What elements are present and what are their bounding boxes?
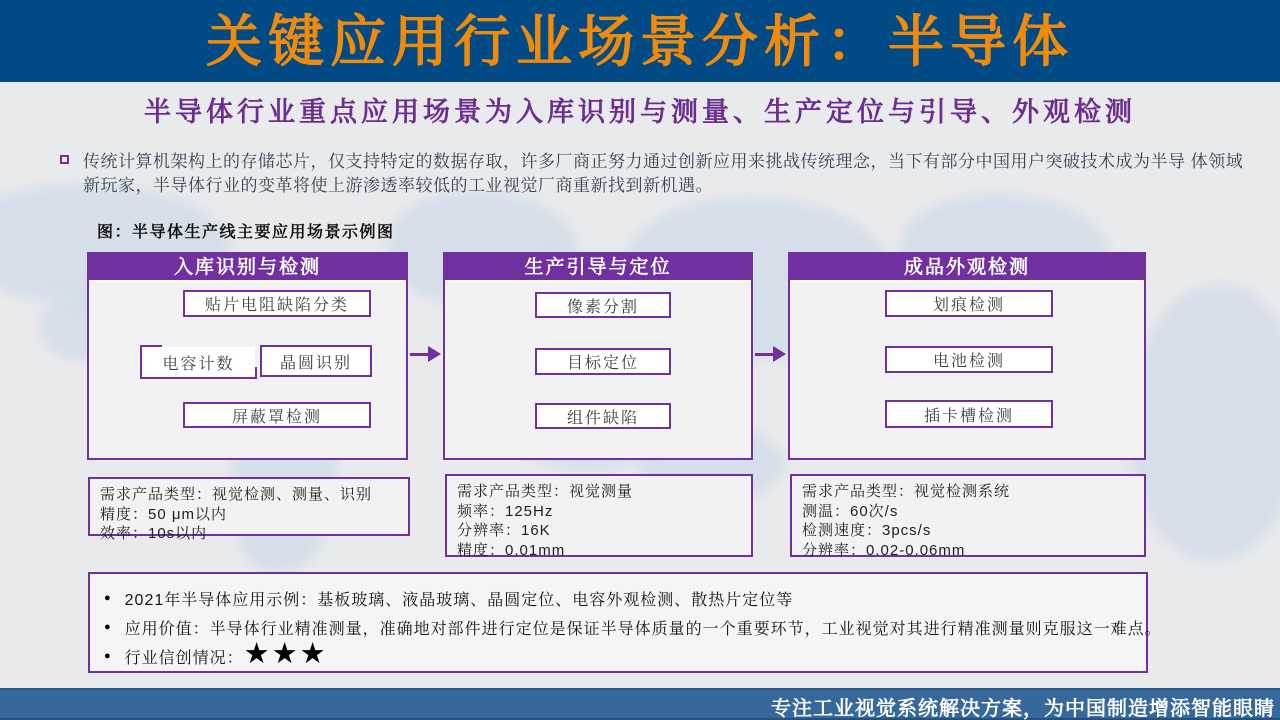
flow-arrow-icon [755,346,787,363]
scene-box-shield-inspection: 屏蔽罩检测 [183,402,371,428]
scene-box-target-positioning: 目标定位 [535,348,671,375]
requirement-line: 需求产品类型：视觉检测系统 [802,483,1011,500]
slide-subtitle: 半导体行业重点应用场景为入库识别与测量、生产定位与引导、外观检测 [144,97,1136,127]
rating-label: 行业信创情况： [124,649,244,667]
figure-caption: 图：半导体生产线主要应用场景示例图 [97,224,395,241]
stage-header-intake: 入库识别与检测 [89,254,406,282]
arrow-head [773,346,786,362]
requirement-line: 精度：50 μm以内 [100,505,227,523]
footer-slogan: 专注工业视觉系统解决方案，为中国制造增添智能眼睛 [771,698,1275,720]
stage-column-guidance [443,252,753,460]
requirement-line: 效率：10s以内 [100,525,208,542]
arrow-shaft [410,353,429,356]
requirement-line: 测温：60次/s [802,502,899,520]
requirements-box-guidance [445,474,753,557]
note-text: 2021年半导体应用示例：基板玻璃、液晶玻璃、晶圆定位、电容外观检测、散热片定位等 [124,591,794,609]
stage-column-intake [87,252,408,460]
stage-header-appearance: 成品外观检测 [790,254,1144,282]
requirement-line: 频率：125Hz [457,502,554,520]
requirement-line: 检测速度：3pcs/s [802,522,932,539]
scene-box-battery-inspection: 电池检测 [885,346,1053,373]
dot-bullet-icon: ● [104,592,112,604]
notes-box [88,572,1162,673]
scene-box-wafer-id: 晶圆识别 [260,345,372,377]
requirements-box-appearance [790,474,1146,557]
dot-bullet-icon: ● [104,621,112,633]
scene-box-component-defect: 组件缺陷 [535,403,671,429]
scene-box-pixel-segmentation: 像素分割 [535,292,671,318]
requirement-line: 需求产品类型：视觉检测、测量、识别 [100,486,373,503]
map-blob [1128,285,1280,560]
note-line-examples [104,585,1132,611]
slide-title: 关键应用行业场景分析：半导体 [206,10,1074,73]
requirement-line: 分辨率：16K [457,522,551,539]
intro-text: 传统计算机架构上的存储芯片，仅支持特定的数据存取，许多厂商正努力通过创新应用来挑战传统理念，当下有部分中国用户突破技术成为半导 体领域新玩家，半导体行业的变革将使上游渗透率较低的工业视觉厂商重新找到新机遇。 [83,152,1244,195]
note-line-value [104,614,1162,640]
note-text: 应用价值：半导体行业精准测量，准确地对部件进行定位是保证半导体质量的一个重要环节，工业视觉对其进行精准测量则克服这一难点。 [124,620,1162,638]
dot-bullet-icon: ● [104,650,112,662]
arrow-head [428,346,441,362]
scene-box-chip-resistor-defect: 贴片电阻缺陷分类 [183,290,371,317]
requirements-box-intake [88,477,410,542]
title-bar [0,0,1280,82]
requirement-line: 需求产品类型：视觉测量 [457,483,634,500]
intro-paragraph [60,150,1260,197]
flow-arrow-icon [410,346,442,363]
note-line-rating [104,638,1132,670]
scene-box-cardslot-inspection: 插卡槽检测 [885,400,1053,428]
scene-box-capacitor-count: 电容计数 [140,347,255,379]
square-bullet-icon [60,155,69,164]
stage-column-appearance [788,252,1146,460]
arrow-shaft [755,353,774,356]
scene-box-scratch-inspection: 划痕检测 [885,290,1053,317]
requirement-line: 分辨率：0.02-0.06mm [802,541,966,559]
stage-header-guidance: 生产引导与定位 [445,254,751,282]
rating-stars-icon: ★★★ [243,638,328,670]
footer-bar [0,688,1280,720]
requirement-line: 精度：0.01mm [457,541,566,559]
